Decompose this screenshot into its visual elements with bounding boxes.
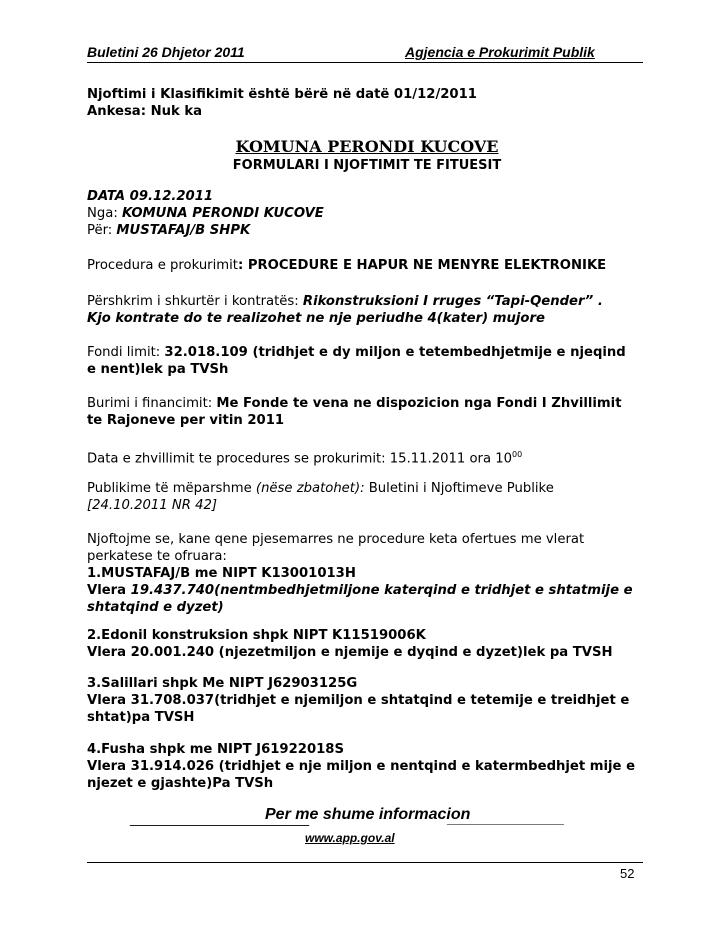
from-label: Nga: — [87, 206, 122, 221]
bidder-1-value-line2: shtatqind e dyzet) — [87, 600, 224, 615]
bidder-4-name: 4.Fusha shpk me NIPT J61922018S — [87, 742, 344, 757]
bidder-2-name: 2.Edonil konstruksion shpk NIPT K11519006K — [87, 628, 426, 643]
fund-limit-line2: e nent)lek pa TVSh — [87, 362, 229, 377]
header-left: Buletini 26 Dhjetor 2011 — [87, 44, 245, 60]
form-title: FORMULARI I NJOFTIMIT TE FITUESIT — [232, 158, 502, 173]
procedure-value: : PROCEDURE E HAPUR NE MENYRE ELEKTRONIKE — [237, 258, 607, 273]
funding-line2: te Rajoneve per vitin 2011 — [87, 413, 285, 428]
procedure-date-minutes: 00 — [512, 450, 523, 459]
footer-url-link[interactable]: www.app.gov.al — [305, 831, 395, 845]
page-number: 52 — [620, 866, 635, 881]
notice-date: DATA 09.12.2011 — [87, 189, 214, 204]
previous-value: Buletini i Njoftimeve Publike — [364, 481, 554, 496]
description-label: Përshkrim i shkurtër i kontratës: — [87, 294, 303, 309]
procedure-line — [87, 257, 647, 274]
bidder-3-name: 3.Salillari shpk Me NIPT J62903125G — [87, 676, 358, 691]
description-line2: Kjo kontrate do te realizohet ne nje periudhe 4(kater) mujore — [87, 311, 545, 326]
footer-left-rule: _______________________ — [130, 810, 310, 826]
funding-label: Burimi i financimit: — [87, 396, 217, 411]
bidder-4-value-line2: njezet e gjashte)Pa TVSh — [87, 776, 274, 791]
funding-line1 — [87, 395, 647, 412]
bidder-3-value-line2: shtat)pa TVSH — [87, 710, 195, 725]
description-line1 — [87, 293, 647, 310]
fund-limit-line1 — [87, 344, 647, 361]
to-label: Për: — [87, 223, 117, 238]
bidder-1-value-text: 19.437.740(nentmbedhjetmiljone katerqind e tridhjet e shtatmije e — [130, 583, 633, 598]
to-line — [87, 222, 647, 239]
description-value: Rikonstruksioni I rruges “Tapi-Qender” . — [302, 294, 603, 309]
fund-limit-label: Fondi limit: — [87, 345, 165, 360]
authority-title: KOMUNA PERONDI KUCOVE — [235, 137, 499, 156]
procedure-date — [87, 446, 647, 467]
procedure-date-text: Data e zhvillimit te procedures se prokurimit: 15.11.2011 ora 10 — [87, 451, 513, 467]
from-line — [87, 205, 647, 222]
bidder-1-value — [87, 582, 647, 599]
bidder-3-value: Vlera 31.708.037(tridhjet e njemiljon e shtatqind e tetemije e treidhjet e — [87, 693, 630, 708]
funding-value: Me Fonde te vena ne dispozicion nga Fondi I Zhvillimit — [216, 396, 622, 411]
bidder-1-name: 1.MUSTAFAJ/B me NIPT K13001013H — [87, 566, 356, 581]
previous-line1 — [87, 480, 647, 497]
footer-rule — [87, 862, 643, 863]
to-value: MUSTAFAJ/B SHPK — [116, 223, 251, 238]
from-value: KOMUNA PERONDI KUCOVE — [121, 206, 324, 221]
complaint-notice: Ankesa: Nuk ka — [87, 104, 203, 119]
bidder-2-value: Vlera 20.001.240 (njezetmiljon e njemije e dyqind e dyzet)lek pa TVSH — [87, 645, 613, 660]
classification-notice: Njoftimi i Klasifikimit është bërë në datë 01/12/2011 — [87, 87, 477, 102]
fund-limit-value: 32.018.109 (tridhjet e dy miljon e tetembedhjetmije e njeqind — [164, 345, 626, 360]
header-right: Agjencia e Prokurimit Publik — [405, 44, 595, 60]
intro-line1: Njoftojme se, kane qene pjesemarres ne procedure keta ofertues me vlerat — [87, 532, 585, 547]
intro-line2: perkatese te ofruara: — [87, 549, 227, 564]
procedure-label: Procedura e prokurimit — [87, 258, 238, 273]
bidder-1-value-label: Vlera — [87, 583, 131, 598]
previous-paren: (nëse zbatohet): — [255, 481, 365, 496]
header-rule — [87, 62, 643, 63]
footer-more-info: Per me shume informacion — [265, 806, 471, 823]
footer-right-rule: _______________ — [447, 810, 564, 826]
previous-line2: [24.10.2011 NR 42] — [87, 498, 217, 513]
previous-label: Publikime të mëparshme — [87, 481, 256, 496]
bidder-4-value: Vlera 31.914.026 (tridhjet e nje miljon e nentqind e katermbedhjet mije e — [87, 759, 636, 774]
